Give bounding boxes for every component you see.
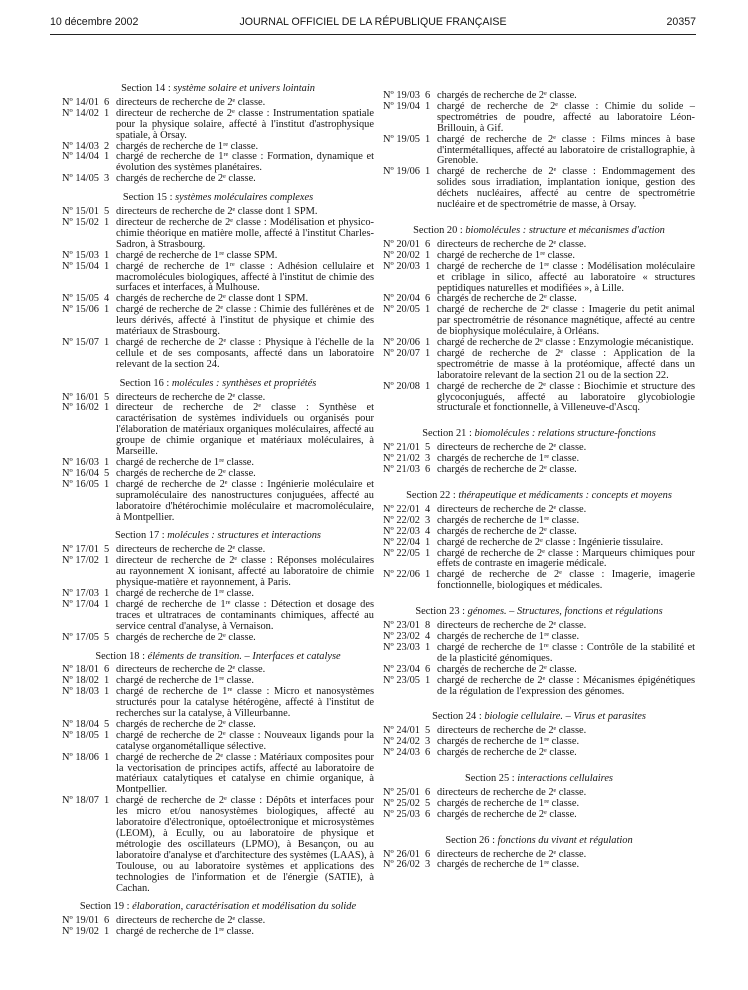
entry-count: 1 — [425, 536, 431, 548]
entry-description: chargé de recherche de 1ʳᵉ classe : Micro et nanosystèmes structurés pour la catalyse hétérogène, affecté à l'institut de recherches sur la catalyse, à Villeurbanne. — [116, 686, 374, 720]
entry-reference: Nº 14/05 — [62, 173, 99, 185]
entry-description: directeurs de recherche de 2ᵉ classe. — [116, 915, 266, 927]
post-entry — [383, 570, 695, 592]
entry-count: 1 — [104, 795, 110, 807]
entry-reference: Nº 17/02 — [62, 555, 99, 567]
post-entry — [62, 305, 374, 338]
section-heading — [383, 836, 695, 847]
section-heading — [383, 712, 695, 723]
entry-reference: Nº 20/06 — [383, 337, 420, 349]
post-entry — [383, 549, 695, 571]
section-title: interactions cellulaires — [517, 773, 613, 785]
entry-description: chargés de recherche de 1ʳᵉ classe. — [116, 140, 259, 152]
entry-count: 1 — [104, 107, 110, 119]
post-entry — [62, 152, 374, 174]
section-heading — [62, 652, 374, 663]
entry-count: 5 — [104, 391, 110, 403]
post-entry — [62, 338, 374, 371]
entry-description: chargés de recherche de 2ᵉ classe dont 1 SPM. — [116, 293, 309, 305]
post-entry — [383, 102, 695, 135]
section-label: Section 14 : — [121, 83, 171, 94]
entry-description: chargés de recherche de 2ᵉ classe. — [116, 173, 256, 185]
header-title: JOURNAL OFFICIEL DE LA RÉPUBLIQUE FRANÇAISE — [239, 16, 507, 28]
entry-description: directeur de recherche de 2ᵉ classe : Modélisation et physico-chimie théorique en matière molle, affecté à l'institut Charles-Sadron, à Strasbourg. — [116, 216, 374, 250]
entry-description: chargés de recherche de 2ᵉ classe. — [437, 663, 577, 675]
entry-description: chargés de recherche de 2ᵉ classe. — [437, 525, 577, 537]
post-entry — [383, 538, 695, 549]
entry-reference: Nº 26/01 — [383, 848, 420, 860]
entry-reference: Nº 14/03 — [62, 140, 99, 152]
header-rule — [50, 34, 696, 35]
entry-count: 1 — [104, 686, 110, 698]
entry-description: chargé de recherche de 2ᵉ classe : Application de la spectrométrie de masse à la protéomique, affecté dans un laboratoire relevant de la section 21 ou de la section 22. — [437, 347, 695, 381]
page-header — [50, 14, 696, 30]
entry-count: 5 — [425, 442, 431, 454]
entry-count: 3 — [104, 173, 110, 185]
entry-reference: Nº 15/04 — [62, 260, 99, 272]
entry-reference: Nº 17/03 — [62, 587, 99, 599]
entry-count: 1 — [425, 304, 431, 316]
entry-reference: Nº 20/01 — [383, 238, 420, 250]
entry-description: directeurs de recherche de 2ᵉ classe. — [116, 664, 266, 676]
section-label: Section 25 : — [465, 773, 515, 785]
entry-count: 1 — [104, 336, 110, 348]
section-title: systèmes moléculaires complexes — [175, 192, 314, 204]
section-heading — [62, 531, 374, 542]
entry-count: 1 — [425, 133, 431, 145]
entry-reference: Nº 20/02 — [383, 249, 420, 261]
post-entry — [383, 262, 695, 295]
entry-reference: Nº 23/02 — [383, 630, 420, 642]
entry-description: chargés de recherche de 2ᵉ classe. — [437, 747, 577, 759]
entry-count: 1 — [104, 402, 110, 414]
section-heading — [62, 379, 374, 390]
entry-count: 1 — [425, 347, 431, 359]
entry-reference: Nº 20/05 — [383, 304, 420, 316]
entry-reference: Nº 19/05 — [383, 133, 420, 145]
entry-count: 1 — [425, 569, 431, 581]
entry-count: 3 — [425, 453, 431, 465]
entry-reference: Nº 18/06 — [62, 751, 99, 763]
entry-count: 2 — [104, 140, 110, 152]
entry-reference: Nº 18/04 — [62, 718, 99, 730]
entry-count: 5 — [104, 718, 110, 730]
entry-description: directeurs de recherche de 2ᵉ classe. — [437, 620, 587, 632]
entry-description: chargés de recherche de 1ʳᵉ classe. — [437, 453, 580, 465]
entry-description: directeur de recherche de 2ᵉ classe : Instrumentation spatiale pour la physique solaire, affecté à l'institut d'astrophysique spatiale, à Orsay. — [116, 107, 374, 141]
entry-description: chargé de recherche de 2ᵉ classe : Imagerie, imagerie fonctionnelle, biologiques et médicales. — [437, 569, 695, 592]
entry-description: chargé de recherche de 2ᵉ classe : Dépôts et interfaces pour les micro et/ou nanosystèmes biologiques, affecté au laboratoire d'électronique, optoélectronique et microsystèmes (LEOM), à Ecully, ou au laboratoire de physique et métrologie des oscillateurs (LPMO), à Besançon, ou au laboratoire d'analyse et d'architecture des systèmes (LAAS), à Toulouse, ou au laboratoire systèmes et applications des technologies de l'information et de l'énergie (SATIE), à Cachan. — [116, 795, 374, 894]
entry-description: directeurs de recherche de 2ᵉ classe. — [116, 391, 266, 403]
post-entry — [383, 810, 695, 821]
entry-count: 6 — [104, 915, 110, 927]
entry-count: 1 — [425, 260, 431, 272]
entry-count: 5 — [104, 631, 110, 643]
entry-reference: Nº 15/05 — [62, 293, 99, 305]
entry-count: 1 — [104, 478, 110, 490]
post-entry — [383, 305, 695, 338]
entry-description: chargés de recherche de 2ᵉ classe. — [116, 631, 256, 643]
entry-count: 1 — [104, 675, 110, 687]
post-entry — [62, 687, 374, 720]
section-title: système solaire et univers lointain — [173, 83, 315, 94]
entry-count: 6 — [425, 90, 431, 101]
section-label: Section 23 : — [415, 606, 466, 618]
entry-count: 6 — [425, 848, 431, 860]
entry-description: chargés de recherche de 1ʳᵉ classe. — [437, 630, 580, 642]
entry-description: directeurs de recherche de 2ᵉ classe. — [116, 96, 266, 108]
entry-description: chargés de recherche de 1ʳᵉ classe. — [437, 859, 580, 871]
entry-description: chargé de recherche de 2ᵉ classe : Matériaux composites pour la vectorisation de principes actifs, affecté au laboratoire de matériaux catalytiques et catalyse en chimie organique, à Montpellier. — [116, 751, 374, 796]
entry-description: chargé de recherche de 2ᵉ classe : Ingénierie moléculaire et supramoléculaire des nanostructures conjuguées, affecté au laboratoire d'hétérochimie moléculaire et macromoléculaire, à Montpellier. — [116, 478, 374, 523]
section-label: Section 19 : — [79, 901, 130, 913]
entry-description: chargés de recherche de 2ᵉ classe. — [116, 467, 256, 479]
entry-description: chargé de recherche de 1ʳᵉ classe. — [437, 249, 575, 261]
post-entry — [383, 167, 695, 211]
section-title: molécules : synthèses et propriétés — [171, 377, 317, 389]
entry-description: chargé de recherche de 2ᵉ classe : Chimie du solide – spectrométries de poudre, affecté au laboratoire Léon-Brillouin, à Gif. — [437, 100, 695, 134]
entry-count: 5 — [425, 725, 431, 737]
right-column — [383, 91, 695, 871]
entry-count: 6 — [425, 238, 431, 250]
entry-count: 6 — [425, 747, 431, 759]
entry-count: 1 — [104, 216, 110, 228]
entry-count: 1 — [104, 598, 110, 610]
post-entry — [62, 796, 374, 894]
entry-reference: Nº 23/04 — [383, 663, 420, 675]
entry-reference: Nº 19/03 — [383, 90, 420, 101]
entry-reference: Nº 22/03 — [383, 525, 420, 537]
entry-count: 8 — [425, 620, 431, 632]
entry-description: chargés de recherche de 2ᵉ classe. — [437, 293, 577, 305]
entry-count: 1 — [425, 249, 431, 261]
entry-reference: Nº 15/07 — [62, 336, 99, 348]
entry-description: chargés de recherche de 2ᵉ classe. — [437, 464, 577, 476]
entry-count: 1 — [425, 674, 431, 686]
entry-count: 4 — [104, 293, 110, 305]
entry-count: 1 — [104, 587, 110, 599]
entry-count: 6 — [425, 786, 431, 798]
entry-description: chargés de recherche de 1ʳᵉ classe. — [437, 797, 580, 809]
entry-reference: Nº 19/02 — [62, 926, 99, 938]
entry-reference: Nº 17/05 — [62, 631, 99, 643]
entry-reference: Nº 21/01 — [383, 442, 420, 454]
entry-reference: Nº 18/02 — [62, 675, 99, 687]
section-heading — [62, 193, 374, 204]
section-label: Section 15 : — [122, 192, 173, 204]
entry-description: directeur de recherche de 2ᵉ classe : Synthèse et caractérisation de systèmes individuels ou organisés pour l'élaboration de matériaux organiques moléculaires, affecté au groupe de chimie organique et matériaux moléculaires, à Marseille. — [116, 402, 374, 458]
section-title: biomolécules : structure et mécanismes d'action — [465, 224, 665, 236]
entry-reference: Nº 20/03 — [383, 260, 420, 272]
entry-reference: Nº 18/03 — [62, 686, 99, 698]
entry-reference: Nº 15/02 — [62, 216, 99, 228]
entry-reference: Nº 16/04 — [62, 467, 99, 479]
post-entry — [383, 527, 695, 538]
entry-reference: Nº 24/03 — [383, 747, 420, 759]
entry-reference: Nº 16/03 — [62, 457, 99, 468]
entry-count: 1 — [425, 100, 431, 112]
entry-reference: Nº 22/04 — [383, 536, 420, 548]
entry-reference: Nº 16/02 — [62, 402, 99, 414]
entry-count: 6 — [104, 96, 110, 108]
post-entry — [383, 676, 695, 698]
entry-count: 1 — [104, 249, 110, 261]
entry-description: directeurs de recherche de 2ᵉ classe dont 1 SPM. — [116, 206, 318, 218]
entry-reference: Nº 17/04 — [62, 598, 99, 610]
entry-reference: Nº 18/07 — [62, 795, 99, 807]
entry-description: chargés de recherche de 1ʳᵉ classe. — [437, 514, 580, 526]
entry-count: 3 — [425, 514, 431, 526]
entry-description: chargés de recherche de 1ʳᵉ classe. — [437, 736, 580, 748]
section-heading — [383, 491, 695, 502]
entry-description: chargé de recherche de 1ʳᵉ classe : Adhésion cellulaire et macromolécules biologiques, affecté à l'institut de chimie des surfaces et interfaces, à Mulhouse. — [116, 260, 374, 294]
post-entry — [383, 860, 695, 871]
entry-description: chargé de recherche de 1ʳᵉ classe. — [116, 457, 254, 468]
entry-reference: Nº 20/04 — [383, 293, 420, 305]
post-entry — [62, 403, 374, 458]
entry-reference: Nº 23/03 — [383, 641, 420, 653]
entry-reference: Nº 25/03 — [383, 808, 420, 820]
entry-reference: Nº 19/06 — [383, 166, 420, 178]
entry-reference: Nº 20/08 — [383, 380, 420, 392]
section-label: Section 16 : — [119, 377, 170, 389]
entry-count: 6 — [425, 663, 431, 675]
post-entry — [383, 382, 695, 415]
entry-description: directeurs de recherche de 2ᵉ classe. — [437, 442, 587, 454]
entry-description: chargé de recherche de 2ᵉ classe : Mécanismes épigénétiques de la régulation de l'expression des génomes. — [437, 674, 695, 697]
entry-reference: Nº 14/04 — [62, 151, 99, 163]
entry-count: 1 — [104, 151, 110, 163]
entry-reference: Nº 16/05 — [62, 478, 99, 490]
section-title: éléments de transition. – Interfaces et catalyse — [147, 650, 341, 662]
entry-description: chargé de recherche de 2ᵉ classe : Biochimie et structure des glycoconjugués, affecté au laboratoire glycobiologie structurale et fonctionnelle, à Villeneuve-d'Ascq. — [437, 380, 695, 414]
section-heading — [383, 774, 695, 785]
entry-count: 1 — [425, 166, 431, 178]
entry-count: 6 — [425, 293, 431, 305]
post-entry — [62, 218, 374, 251]
entry-count: 4 — [425, 503, 431, 515]
entry-description: chargé de recherche de 2ᵉ classe : Films minces à base d'intermétalliques, affecté au laboratoire de cristallographie, à Grenoble. — [437, 133, 695, 167]
entry-description: chargé de recherche de 1ʳᵉ classe SPM. — [116, 249, 278, 261]
entry-description: chargé de recherche de 2ᵉ classe : Ingénierie tissulaire. — [437, 536, 664, 548]
section-label: Section 20 : — [413, 224, 463, 236]
entry-reference: Nº 19/01 — [62, 915, 99, 927]
post-entry — [383, 748, 695, 759]
section-title: fonctions du vivant et régulation — [497, 834, 633, 846]
entry-description: directeurs de recherche de 2ᵉ classe. — [437, 725, 587, 737]
entry-reference: Nº 25/02 — [383, 797, 420, 809]
post-entry — [383, 665, 695, 676]
entry-count: 6 — [425, 808, 431, 820]
entry-count: 5 — [104, 206, 110, 218]
post-entry — [62, 251, 374, 262]
entry-count: 1 — [425, 547, 431, 559]
section-label: Section 17 : — [115, 530, 165, 542]
section-title: molécules : structures et interactions — [167, 530, 321, 542]
section-label: Section 18 : — [95, 650, 145, 662]
entry-description: directeurs de recherche de 2ᵉ classe. — [437, 503, 587, 515]
entry-reference: Nº 25/01 — [383, 786, 420, 798]
entry-description: chargé de recherche de 1ʳᵉ classe. — [116, 587, 254, 599]
entry-count: 1 — [425, 337, 431, 349]
entry-reference: Nº 14/01 — [62, 96, 99, 108]
post-entry — [62, 927, 374, 938]
entry-reference: Nº 18/01 — [62, 664, 99, 676]
entry-reference: Nº 15/01 — [62, 206, 99, 218]
post-entry — [383, 643, 695, 665]
section-label: Section 21 : — [422, 428, 472, 440]
entry-description: chargé de recherche de 1ʳᵉ classe. — [116, 675, 254, 687]
entry-count: 1 — [425, 641, 431, 653]
entry-count: 3 — [425, 859, 431, 871]
entry-reference: Nº 24/01 — [383, 725, 420, 737]
entry-count: 1 — [104, 304, 110, 316]
entry-description: chargé de recherche de 2ᵉ classe : Chimie des fullérènes et de leurs dérivés, affecté à l'institut de physique et chimie des matériaux de Strasbourg. — [116, 304, 374, 338]
entry-count: 1 — [104, 751, 110, 763]
section-heading — [62, 84, 374, 95]
entry-reference: Nº 16/01 — [62, 391, 99, 403]
section-heading — [62, 902, 374, 913]
left-column — [62, 84, 374, 938]
entry-description: directeurs de recherche de 2ᵉ classe. — [437, 848, 587, 860]
entry-reference: Nº 22/02 — [383, 514, 420, 526]
entry-reference: Nº 23/01 — [383, 620, 420, 632]
entry-description: directeurs de recherche de 2ᵉ classe. — [437, 238, 587, 250]
entry-count: 4 — [425, 525, 431, 537]
entry-reference: Nº 15/03 — [62, 249, 99, 261]
entry-count: 6 — [104, 664, 110, 676]
section-heading — [383, 226, 695, 237]
post-entry — [62, 174, 374, 185]
section-heading — [383, 607, 695, 618]
entry-reference: Nº 20/07 — [383, 347, 420, 359]
entry-description: directeur de recherche de 2ᵉ classe : Réponses moléculaires au rayonnement X ionisant, affecté au laboratoire de chimie physique-matière et rayonnement, à Paris. — [116, 555, 374, 589]
entry-reference: Nº 21/03 — [383, 464, 420, 476]
entry-count: 1 — [104, 555, 110, 567]
entry-count: 5 — [425, 797, 431, 809]
section-label: Section 26 : — [445, 834, 495, 846]
entry-description: chargé de recherche de 2ᵉ classe : Marqueurs chimiques pour effets de contraste en imagerie médicale. — [437, 547, 695, 570]
entry-description: chargé de recherche de 1ʳᵉ classe : Modélisation moléculaire et criblage in silico, affecté au laboratoire « structures peptidiques naturelles et modifiées », à Lille. — [437, 260, 695, 294]
post-entry — [62, 600, 374, 633]
section-title: biomolécules : relations structure-fonctions — [474, 428, 656, 440]
entry-count: 1 — [104, 260, 110, 272]
entry-reference: Nº 21/02 — [383, 453, 420, 465]
entry-reference: Nº 22/05 — [383, 547, 420, 559]
entry-reference: Nº 26/02 — [383, 859, 420, 871]
entry-description: chargé de recherche de 2ᵉ classe : Physique à l'échelle de la cellule et de ses composants, affecté dans un laboratoire relevant de la section 24. — [116, 336, 374, 370]
post-entry — [383, 465, 695, 476]
entry-description: chargé de recherche de 2ᵉ classe : Nouveaux ligands pour la catalyse organométallique sélective. — [116, 729, 374, 752]
section-title: thérapeutique et médicaments : concepts et moyens — [458, 490, 672, 501]
post-entry — [62, 633, 374, 644]
post-entry — [383, 135, 695, 168]
entry-count: 1 — [104, 729, 110, 741]
entry-count: 1 — [425, 380, 431, 392]
entry-reference: Nº 19/04 — [383, 100, 420, 112]
entry-reference: Nº 15/06 — [62, 304, 99, 316]
entry-description: chargé de recherche de 1ʳᵉ classe : Contrôle de la stabilité et de la plasticité génomiques. — [437, 641, 695, 664]
section-title: biologie cellulaire. – Virus et parasites — [484, 711, 646, 723]
entry-description: chargé de recherche de 2ᵉ classe : Enzymologie mécanistique. — [437, 337, 694, 349]
entry-description: chargés de recherche de 2ᵉ classe. — [437, 90, 577, 101]
entry-count: 6 — [425, 464, 431, 476]
entry-description: chargé de recherche de 1ʳᵉ classe. — [116, 926, 254, 938]
entry-reference: Nº 22/06 — [383, 569, 420, 581]
entry-count: 3 — [425, 736, 431, 748]
entry-count: 5 — [104, 544, 110, 556]
header-page-number: 20357 — [666, 16, 696, 28]
post-entry — [62, 753, 374, 797]
section-title: élaboration, caractérisation et modélisation du solide — [132, 901, 357, 913]
post-entry — [383, 349, 695, 382]
entry-reference: Nº 17/01 — [62, 544, 99, 556]
entry-count: 5 — [104, 467, 110, 479]
entry-description: chargé de recherche de 2ᵉ classe : Endommagement des solides sous irradiation, implantation ionique, gestion des déchets nucléaires, affecté au centre de spectrométrie nucléaire et de spectrométrie de masse, à Orsay. — [437, 166, 695, 211]
entry-reference: Nº 18/05 — [62, 729, 99, 741]
entry-reference: Nº 24/02 — [383, 736, 420, 748]
entry-reference: Nº 14/02 — [62, 107, 99, 119]
header-date: 10 décembre 2002 — [50, 16, 139, 28]
section-label: Section 24 : — [432, 711, 482, 723]
entry-description: chargé de recherche de 1ʳᵉ classe : Formation, dynamique et évolution des systèmes planétaires. — [116, 151, 374, 174]
entry-count: 1 — [104, 457, 110, 468]
section-heading — [383, 429, 695, 440]
entry-description: chargés de recherche de 2ᵉ classe. — [437, 808, 577, 820]
entry-description: directeurs de recherche de 2ᵉ classe. — [116, 544, 266, 556]
entry-count: 1 — [104, 926, 110, 938]
post-entry — [62, 480, 374, 524]
section-label: Section 22 : — [406, 490, 456, 501]
entry-description: chargés de recherche de 2ᵉ classe. — [116, 718, 256, 730]
post-entry — [62, 731, 374, 753]
post-entry — [62, 109, 374, 142]
entry-count: 4 — [425, 630, 431, 642]
entry-description: directeurs de recherche de 2ᵉ classe. — [437, 786, 587, 798]
entry-reference: Nº 23/05 — [383, 674, 420, 686]
post-entry — [62, 262, 374, 295]
entry-description: chargé de recherche de 1ʳᵉ classe : Détection et dosage des traces et ultratraces de contaminants chimiques, affecté au service central d'analyse, à Vernaison. — [116, 598, 374, 632]
entry-description: chargé de recherche de 2ᵉ classe : Imagerie du petit animal par spectrométrie de résonance magnétique, affecté au centre de biophysique moléculaire, à Orléans. — [437, 304, 695, 338]
post-entry — [62, 556, 374, 589]
section-title: génomes. – Structures, fonctions et régulations — [467, 606, 663, 618]
entry-reference: Nº 22/01 — [383, 503, 420, 515]
